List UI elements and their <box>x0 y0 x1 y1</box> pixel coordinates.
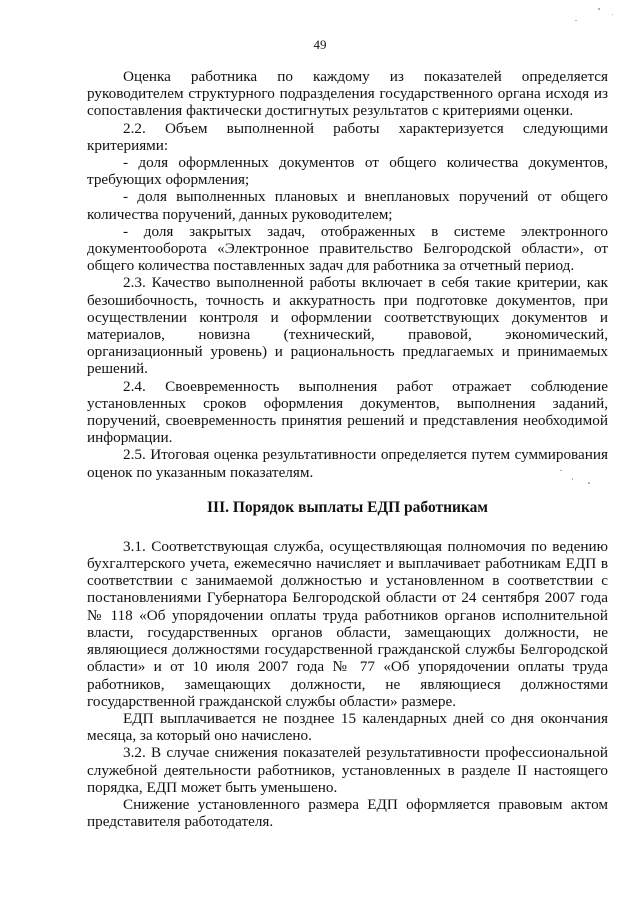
paragraph-2-3: 2.3. Качество выполненной работы включает в себя такие критерии, как безошибочность, точность и аккуратность при подготовке документов, при осуществлении контроля и оформлении соответствующих документов и материалов, новизна (технический, правовой, экономический, организационный уровень) и рациональность предлагаемых и принимаемых решений. <box>87 274 608 378</box>
document-body <box>87 68 608 830</box>
paragraph-2-5: 2.5. Итоговая оценка результативности определяется путем суммирования оценок по указанным показателям. <box>87 446 608 481</box>
paragraph-3-1: 3.1. Соответствующая служба, осуществляющая полномочия по ведению бухгалтерского учета, ежемесячно начисляет и выплачивает работникам ЕДП в соответствии с занимаемой должностью и установленном в соответствии с постановлениями Губернатора Белгородской области от 24 сентября 2007 года № 118 «Об упорядочении оплаты труда работников органов исполнительной власти, государственных органов области, замещающих должности, не являющиеся должностями государственной гражданской службы Белгородской области» и от 10 июля 2007 года № 77 «Об упорядочении оплаты труда работников, замещающих должности, не являющиеся должностями государственной гражданской службы области» размере. <box>87 537 608 710</box>
paragraph-2-4: 2.4. Своевременность выполнения работ отражает соблюдение установленных сроков оформления документов, выполнения заданий, поручений, своевременность принятия решений и представления необходимой информации. <box>87 377 608 447</box>
paragraph-criterion-tasks: - доля закрытых задач, отображенных в системе электронного документооборота «Электронное правительство Белгородской области», от общего количества поставленных задач для работника за отчетный период. <box>87 222 608 275</box>
section-heading: III. Порядок выплаты ЕДП работникам <box>207 498 488 516</box>
paragraph-assessment: Оценка работника по каждому из показателей определяется руководителем структурного подразделения государственного органа исходя из сопоставления фактически достигнутых результатов с критериями оценки. <box>87 68 608 120</box>
page-number: 49 <box>313 37 327 52</box>
paragraph-criterion-instructions: - доля выполненных плановых и внеплановых поручений от общего количества поручений, данных руководителем; <box>87 188 608 223</box>
paragraph-reduction-act: Снижение установленного размера ЕДП оформляется правовым актом представителя работодателя. <box>87 795 608 831</box>
paragraph-3-2: 3.2. В случае снижения показателей результативности профессиональной служебной деятельности работников, установленных в разделе II настоящего порядка, ЕДП может быть уменьшено. <box>87 744 608 796</box>
paragraph-criterion-documents: - доля оформленных документов от общего количества документов, требующих оформления; <box>87 154 608 189</box>
paragraph-2-2: 2.2. Объем выполненной работы характеризуется следующими критериями: <box>87 119 608 154</box>
paragraph-payment-deadline: ЕДП выплачивается не позднее 15 календарных дней со дня окончания месяца, за который оно начислено. <box>87 709 608 745</box>
